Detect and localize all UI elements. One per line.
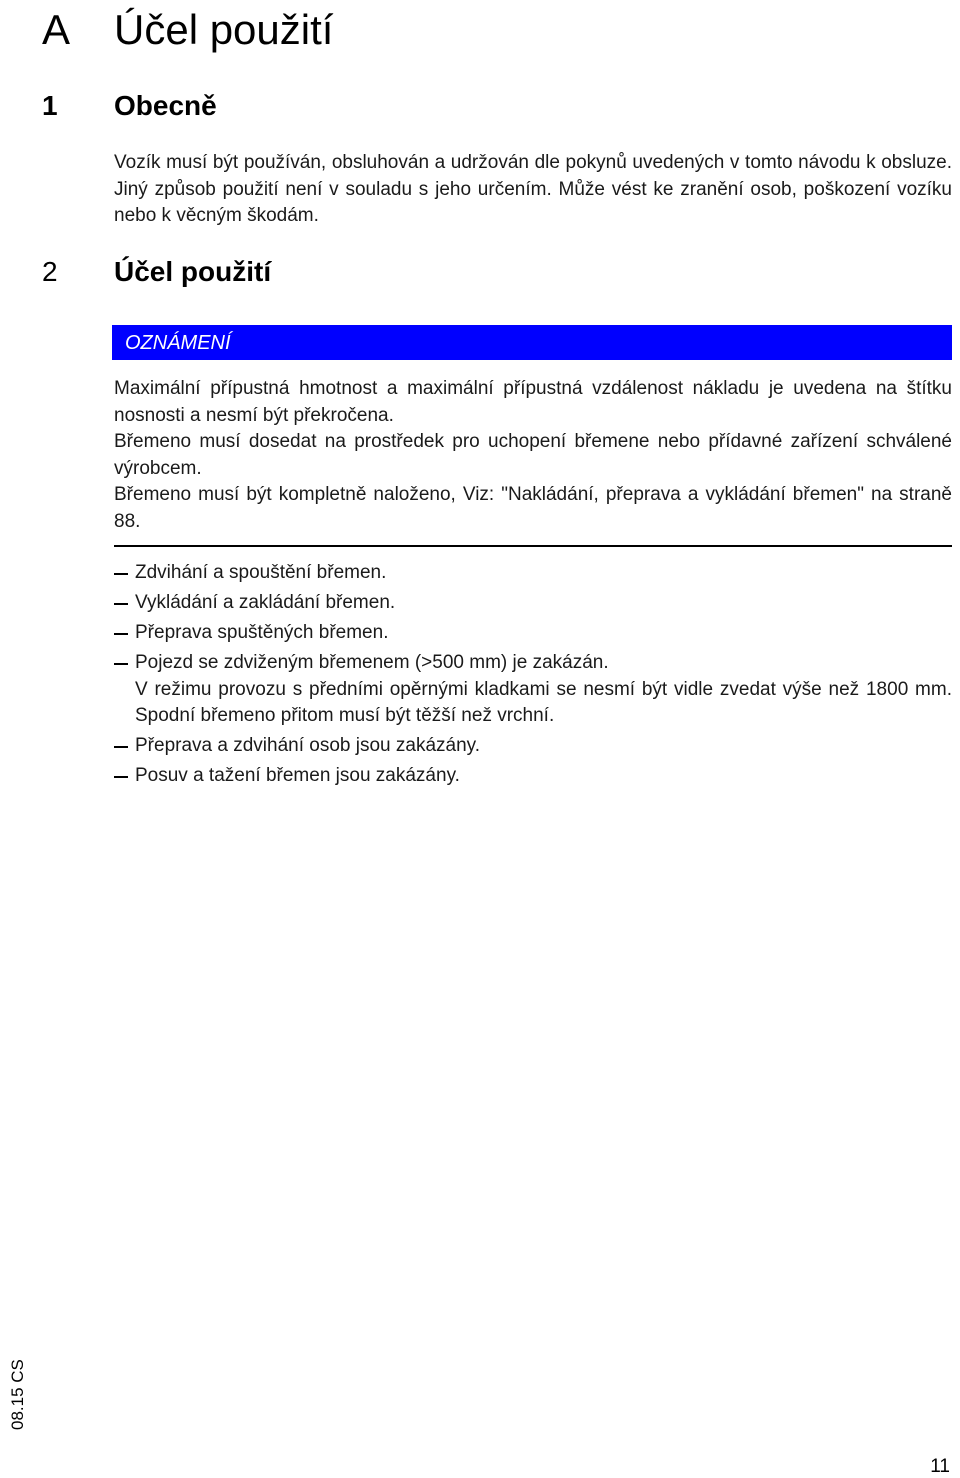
notice-end-divider	[114, 545, 952, 547]
notice-paragraph: Břemeno musí být kompletně naloženo, Viz: "Nakládání, přeprava a vykládání břemen" na straně 88.	[114, 484, 952, 532]
list-item	[114, 590, 952, 617]
list-item-text: Přeprava a zdvihání osob jsou zakázány.	[135, 735, 481, 756]
chapter-letter: A	[42, 6, 71, 53]
dash-bullet-icon	[114, 633, 128, 635]
usage-list	[114, 560, 952, 793]
section-2-title: Účel použití	[114, 256, 272, 287]
list-item-text: Vykládání a zakládání břemen.	[135, 592, 396, 613]
dash-bullet-icon	[114, 776, 128, 778]
list-item-text: Pojezd se zdviženým břemenem (>500 mm) je zakázán.	[135, 652, 609, 673]
notice-label: OZNÁMENÍ	[125, 332, 231, 354]
section-2-number: 2	[42, 256, 58, 287]
dash-bullet-icon	[114, 603, 128, 605]
section-1-number: 1	[42, 90, 58, 121]
notice-paragraph: Břemeno musí dosedat na prostředek pro uchopení břemene nebo přídavné zařízení schválené výrobcem.	[114, 431, 952, 479]
notice-paragraph: Maximální přípustná hmotnost a maximální přípustná vzdálenost nákladu je uvedena na štítku nosnosti a nesmí být překročena.	[114, 378, 952, 426]
section-1-title: Obecně	[114, 90, 217, 121]
section-1-paragraph: Vozík musí být používán, obsluhován a udržován dle pokynů uvedených v tomto návodu k obsluze. Jiný způsob použití není v souladu s jeho určením. Může vést ke zranění osob, poškození vozíku nebo k věcným škodám.	[114, 152, 952, 226]
list-item-note: V režimu provozu s předními opěrnými kladkami se nesmí být vidle zvedat výše než 1800 mm. Spodní břemeno přitom musí být těžší než vrchní.	[135, 678, 952, 726]
dash-bullet-icon	[114, 663, 128, 665]
list-item	[114, 733, 952, 760]
edition-code: 08.15 CS	[8, 1359, 27, 1430]
chapter-title: Účel použití	[114, 6, 334, 53]
list-item	[114, 560, 952, 587]
list-item-text: Posuv a tažení břemen jsou zakázány.	[135, 765, 460, 786]
page-number: 11	[930, 1456, 950, 1477]
list-item-text: Zdvihání a spouštění břemen.	[135, 562, 387, 583]
list-item	[114, 650, 952, 677]
dash-bullet-icon	[114, 573, 128, 575]
dash-bullet-icon	[114, 746, 128, 748]
list-item	[114, 763, 952, 790]
list-item	[114, 620, 952, 647]
notice-banner	[112, 325, 952, 360]
list-item-text: Přeprava spuštěných břemen.	[135, 622, 389, 643]
